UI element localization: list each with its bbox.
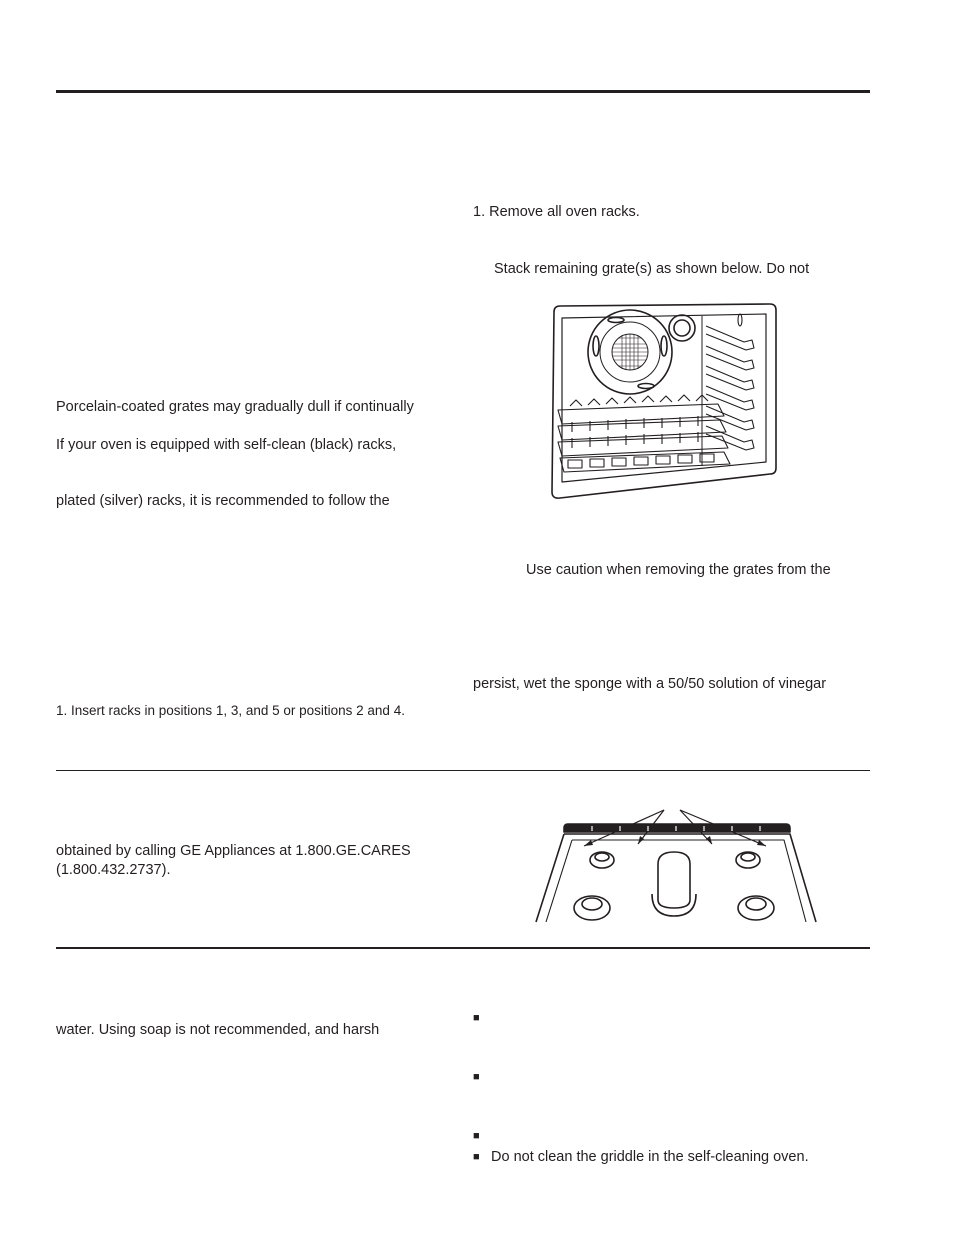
porcelain-text: Porcelain-coated grates may gradually dull if continually <box>56 399 414 415</box>
top-rule <box>56 90 870 93</box>
griddle-warning-text: Do not clean the griddle in the self-cleaning oven. <box>491 1149 809 1165</box>
caution-text: Use caution when removing the grates from the <box>526 562 831 578</box>
cooktop-figure <box>534 804 820 924</box>
section-divider-1 <box>56 770 870 771</box>
stack-grates-text: Stack remaining grate(s) as shown below. Do not <box>494 261 810 277</box>
bullet-marker: ■ <box>473 1071 480 1083</box>
remove-racks-step: 1. Remove all oven racks. <box>473 204 640 220</box>
bullet-marker: ■ <box>473 1130 480 1142</box>
section-divider-2 <box>56 947 870 949</box>
oven-interior-figure <box>548 302 780 502</box>
bullet-marker: ■ <box>473 1151 480 1163</box>
water-text: water. Using soap is not recommended, and harsh <box>56 1022 380 1038</box>
ge-contact-text: obtained by calling GE Appliances at 1.800.GE.CARES <box>56 843 411 859</box>
insert-racks-step: 1. Insert racks in positions 1, 3, and 5 or positions 2 and 4. <box>56 703 405 718</box>
plated-racks-text: plated (silver) racks, it is recommended to follow the <box>56 493 390 509</box>
ge-phone-text: (1.800.432.2737). <box>56 862 171 878</box>
self-clean-racks-text: If your oven is equipped with self-clean (black) racks, <box>56 437 397 453</box>
bullet-marker: ■ <box>473 1012 480 1024</box>
vinegar-text: persist, wet the sponge with a 50/50 solution of vinegar <box>473 676 827 692</box>
